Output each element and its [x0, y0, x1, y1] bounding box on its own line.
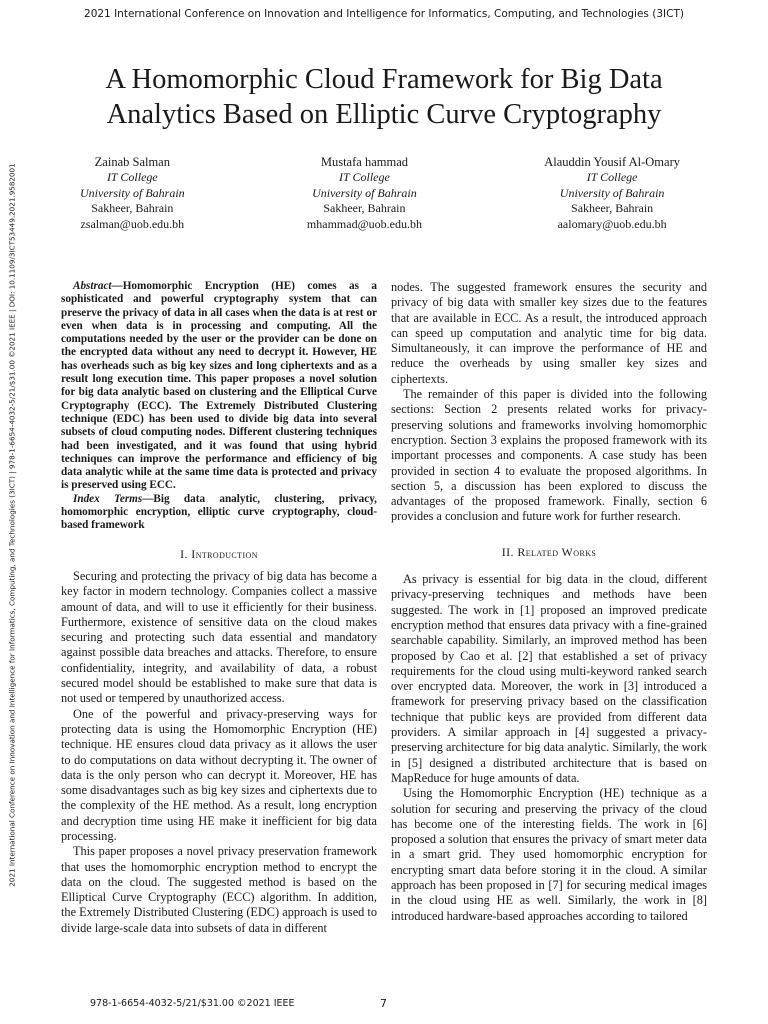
- doi-sidebar: 2021 International Conference on Innovation and Intelligence for Informatics, Computing, and Technologies (3ICT) | 978-1-6654-4032-5/21/$31.00 ©2021 IEEE | DOI: 10.1109/3ICT53449.2021.9582001: [7, 163, 17, 887]
- author-name: Zainab Salman: [94, 155, 170, 169]
- paragraph: Securing and protecting the privacy of big data has become a key factor in modern technology. Companies collect a massive amount of data, and will to use it efficiently for their business. Furthermore, existence of sensitive data on the cloud makes securing and protecting such data essential and mandatory against possible data breaches and attacks. Therefore, to ensure confidentiality, integrity, and availability of data, a robust secured model should be established to make sure that data is not used or tempered by unauthorized access.: [61, 568, 377, 706]
- page-number: 7: [380, 997, 387, 1010]
- author-email: mhammad@uob.edu.bh: [306, 216, 422, 231]
- author-univ: University of Bahrain: [80, 185, 185, 200]
- title-line-2: Analytics Based on Elliptic Curve Cryptography: [106, 99, 662, 130]
- paragraph: As privacy is essential for big data in the cloud, different privacy-preserving techniques and methods have been suggested. The work in [1] proposed an improved predicate encryption method that ensures data privacy with a fine-grained searchable capability. Similarly, an improved method has been proposed by Cao et al. [2] that established a set of privacy requirements for the cloud using multi-keyword ranked search over encrypted data. Moreover, the work in [3] introduced a framework for preserving privacy based on the classification technique that public keys are provided from different data providers. A similar approach in [4] suggested a privacy-preserving architecture for big data analytic. Similarly, the work in [5] designed a distributed architecture that is based on MapReduce for huge amounts of data.: [391, 572, 707, 785]
- paragraph: nodes. The suggested framework ensures the security and privacy of big data with smaller key sizes due to the features that are available in ECC. As a result, the introduced approach can speed up computation and analytic time for big data. Simultaneously, it can improve the performance of HE and reduce the overheads by using smaller key sizes and ciphertexts.: [391, 280, 707, 386]
- author-name: Mustafa hammad: [320, 155, 408, 169]
- index-terms-label: Index Terms: [73, 492, 143, 505]
- author-name: Alauddin Yousif Al-Omary: [544, 155, 680, 169]
- paragraph: Using the Homomorphic Encryption (HE) technique as a solution for securing and preserving the privacy of the cloud has become one of the interesting fields. The work in [6] proposed a solution that ensures the privacy of smart meter data in a smart grid. They used homomorphic encryption for encrypting smart data before storing it in the cloud. A similar approach has been proposed in [7] for securing medical images in the cloud using HE as well. Similarly, the work in [8] introduced hardware-based approaches according to tailored: [391, 786, 707, 923]
- section-heading-related-works: II. Related Works: [501, 544, 597, 559]
- side-margin: [7, 163, 17, 887]
- paper-title: [60, 62, 708, 132]
- author-dept: IT College: [339, 170, 390, 185]
- left-column: [61, 280, 377, 936]
- paragraph: One of the powerful and privacy-preserving ways for protecting data is using the Homomorphic Encryption (HE) technique. HE ensures cloud data privacy as it allows the user to do computations on data without decrypting it. The owner of data is the only person who can decrypt it. Moreover, HE has some disadvantages such as big key sizes and ciphertexts due to the complexity of the HE method. As a result, long encryption and decryption time using HE make it inefficient for big data processing.: [61, 706, 377, 843]
- author-email: aalomary@uob.edu.bh: [557, 216, 667, 231]
- author-1: [80, 155, 185, 232]
- author-dept: IT College: [586, 170, 638, 185]
- author-univ: University of Bahrain: [312, 185, 417, 200]
- index-terms: [61, 493, 377, 533]
- author-dept: IT College: [106, 170, 158, 185]
- author-city: Sakheer, Bahrain: [91, 201, 174, 216]
- author-city: Sakheer, Bahrain: [323, 201, 406, 216]
- abstract-text: —Homomorphic Encryption (HE) comes as a sophisticated and powerful cryptography system that can preserve the privacy of data in all cases when the data is at rest or even when data is in processing and computing. All the computations needed by the user or the provider can be done on the encrypted data without any need to decrypt it. However, HE has overheads such as big key sizes and long ciphertexts and as a result long execution time. This paper proposes a novel solution for big data analytic based on clustering and the Elliptical Curve Cryptography (ECC). The Extremely Distributed Clustering technique (EDC) has been used to divide big data into several subsets of cloud computing nodes. Different clustering techniques had been investigated, and it was found that using hybrid techniques can improve the performance and efficiency of big data analytic while at the same time data is protected and privacy is preserved using ECC.: [61, 280, 377, 492]
- title-line-1: A Homomorphic Cloud Framework for Big Data: [105, 64, 663, 95]
- index-terms-text: —Big data analytic, clustering, privacy, homomorphic encryption, elliptic curve cryptography, cloud-based framework: [61, 492, 377, 532]
- author-city: Sakheer, Bahrain: [571, 201, 654, 216]
- author-email: zsalman@uob.edu.bh: [80, 216, 185, 231]
- paragraph: This paper proposes a novel privacy preservation framework that uses the homomorphic encryption method to encrypt the data on the cloud. The suggested method is based on the Elliptical Curve Cryptography (ECC) algorithm. In addition, the Extremely Distributed Clustering (EDC) approach is used to divide large-scale data into subsets of data in different: [61, 844, 377, 935]
- author-univ: University of Bahrain: [559, 185, 665, 200]
- author-2: [307, 155, 422, 232]
- conference-header: 2021 International Conference on Innovation and Intelligence for Informatics, Computing, and Technologies (3ICT): [84, 8, 684, 20]
- paragraph: The remainder of this paper is divided into the following sections: Section 2 presents related works for privacy-preserving solutions and frameworks involving homomorphic encryption. Section 3 explains the proposed framework with its important processes and components. A case study has been provided in section 4 to evaluate the proposed algorithms. In section 5, a discussion has been explored to discuss the advantages of the proposed framework. Finally, section 6 provides a conclusion and future work for further research.: [391, 387, 707, 524]
- section-heading-introduction: I. Introduction: [180, 546, 258, 561]
- abstract-label: Abstract: [73, 280, 112, 292]
- author-block: [80, 155, 680, 232]
- abstract: [61, 280, 377, 493]
- author-3: [544, 155, 680, 232]
- footer-copyright: 978-1-6654-4032-5/21/$31.00 ©2021 IEEE: [90, 998, 295, 1009]
- right-column: [391, 280, 707, 924]
